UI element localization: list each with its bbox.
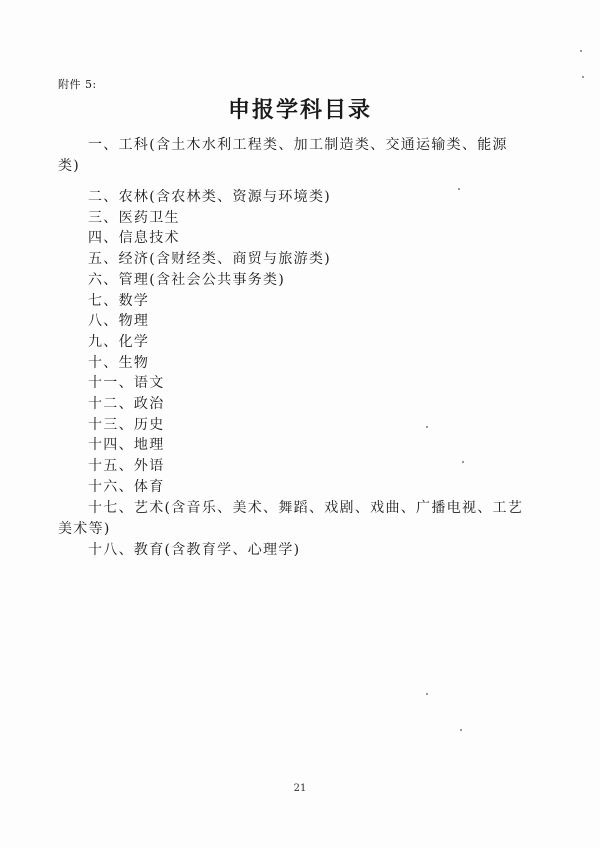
scan-speck [460, 729, 462, 731]
list-item: 八、物理 [88, 313, 150, 330]
subject-list [58, 135, 528, 560]
list-item: 三、医药卫生 [88, 209, 180, 226]
scan-speck [462, 461, 464, 463]
list-item: 十八、教育(含教育学、心理学) [88, 541, 301, 558]
scan-speck [426, 426, 428, 428]
attachment-label: 附件 5: [58, 78, 97, 91]
list-item: 七、数学 [88, 292, 150, 309]
list-item: 十三、历史 [88, 416, 165, 433]
list-item: 一、工科(含土木水利工程类、加工制造类、交通运输类、能源类) [58, 137, 508, 174]
scan-speck [458, 188, 460, 190]
scan-speck [580, 50, 582, 52]
list-item: 六、管理(含社会公共事务类) [88, 271, 286, 288]
list-item: 十、生物 [88, 354, 150, 371]
list-item: 九、化学 [88, 333, 150, 350]
list-item: 十四、地理 [88, 437, 165, 454]
list-item: 二、农林(含农林类、资源与环境类) [88, 189, 332, 205]
page-title: 申报学科目录 [227, 97, 372, 123]
list-item: 十二、政治 [88, 396, 165, 413]
list-item: 十六、体育 [88, 478, 165, 495]
list-item: 四、信息技术 [88, 230, 180, 247]
list-item: 十七、艺术(含音乐、美术、舞蹈、戏剧、戏曲、广播电视、工艺美术等) [58, 499, 524, 537]
scan-speck [426, 693, 428, 695]
scan-speck [582, 76, 584, 78]
list-item: 十一、语文 [88, 375, 165, 392]
list-item: 十五、外语 [88, 458, 165, 475]
page-number: 21 [293, 783, 307, 794]
list-item: 五、经济(含财经类、商贸与旅游类) [88, 251, 332, 268]
